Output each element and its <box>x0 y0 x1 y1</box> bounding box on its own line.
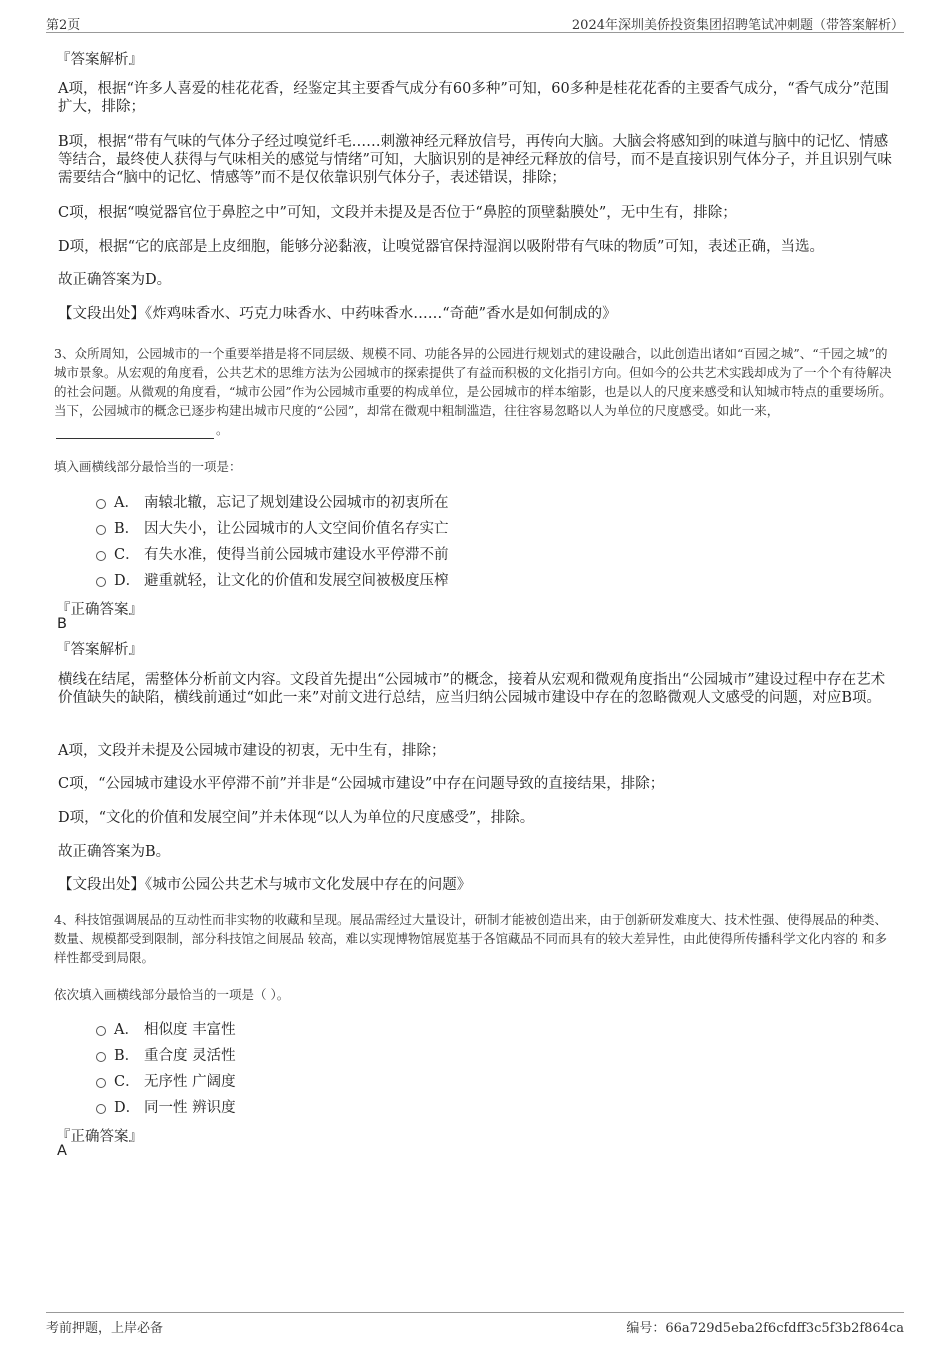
question-3-prompt: 填入画横线部分最恰当的一项是： <box>54 459 242 474</box>
option-text: 南辕北辙，忘记了规划建设公园城市的初衷所在 <box>144 494 449 511</box>
footer-slogan: 考前押题，上岸必备 <box>46 1321 164 1336</box>
page-header <box>46 12 904 33</box>
page-number: 第2页 <box>46 18 81 33</box>
question-4-text: 4、科技馆强调展品的互动性而非实物的收藏和呈现。展品需经过大量设计，研制才能被创造出来，由于创新研发难度大、技术性强、使得展品的种类、数量、规模都受到限制，部分科技馆之间展品 较高，难以实现博物馆展览基于各馆藏品不同而具有的较大差异性，由此使得所传播科学文化内容的 和多样性都受到局限。 <box>54 912 887 965</box>
document-code: 编号：66a729d5eba2f6cfdff3c5f3b2f864ca <box>626 1321 904 1336</box>
question-3-stem-end: 。 <box>216 422 229 437</box>
option-letter: D． <box>114 1099 141 1116</box>
prev-analysis-title: 『答案解析』 <box>56 52 143 68</box>
prev-answer-line: 故正确答案为D。 <box>58 272 172 288</box>
question-4-option-c[interactable] <box>96 1070 236 1090</box>
option-letter: A． <box>114 494 139 511</box>
option-letter: C． <box>114 546 140 563</box>
question-3-answer-line: 故正确答案为B。 <box>58 844 171 860</box>
option-text: 因大失小，让公园城市的人文空间价值名存实亡 <box>144 520 449 537</box>
radio-icon[interactable] <box>96 1078 106 1088</box>
question-4-option-b[interactable] <box>96 1044 236 1064</box>
question-4-option-a[interactable] <box>96 1018 236 1038</box>
page-footer <box>46 1312 904 1335</box>
question-3-analysis-para-a: A项，文段并未提及公园城市建设的初衷，无中生有，排除； <box>58 743 446 759</box>
question-3-option-b[interactable] <box>96 517 449 537</box>
question-3-option-d[interactable] <box>96 569 449 589</box>
question-3-analysis-para-1: 横线在结尾，需整体分析前文内容。文段首先提出“公园城市”的概念，接着从宏观和微观角度指出“公园城市”建设过程中存在艺术价值缺失的缺陷，横线前通过“如此一来”对前文进行总结，应当归纳公园城市建设中存在的忽略微观人文感受的问题，对应B项。 <box>58 672 886 706</box>
question-3-option-a[interactable] <box>96 491 449 511</box>
option-text: 同一性 辨识度 <box>144 1099 236 1116</box>
option-letter: B． <box>114 1047 140 1064</box>
option-text: 有失水准，使得当前公园城市建设水平停滞不前 <box>144 546 449 563</box>
question-3-source: 【文段出处】《城市公园公共艺术与城市文化发展中存在的问题》 <box>58 877 472 893</box>
prev-analysis-para-b: B项，根据“带有气味的气体分子经过嗅觉纤毛……刺激神经元释放信号，再传向大脑。大脑会将感知到的味道与脑中的记忆、情感等结合，最终使人获得与气味相关的感觉与情绪”可知，大脑识别的是神经元释放的信号，而不是直接识别气体分子，并且识别气味需要结合“脑中的记忆、情感等”而不是仅依靠识别气体分子，表述错误，排除； <box>58 134 892 186</box>
radio-icon[interactable] <box>96 525 106 535</box>
option-text: 相似度 丰富性 <box>144 1021 236 1038</box>
option-text: 重合度 灵活性 <box>144 1047 236 1064</box>
radio-icon[interactable] <box>96 1052 106 1062</box>
question-4-option-d[interactable] <box>96 1096 236 1116</box>
question-3-analysis-para-c: C项，“公园城市建设水平停滞不前”并非是“公园城市建设”中存在问题导致的直接结果，排除； <box>58 776 665 792</box>
document-title: 2024年深圳美侨投资集团招聘笔试冲刺题（带答案解析） <box>571 18 904 33</box>
radio-icon[interactable] <box>96 1104 106 1114</box>
radio-icon[interactable] <box>96 577 106 587</box>
option-letter: C． <box>114 1073 140 1090</box>
prev-analysis-para-c: C项，根据“嗅觉器官位于鼻腔之中”可知，文段并未提及是否位于“鼻腔的顶壁黏膜处”，无中生有，排除； <box>58 205 737 221</box>
question-3-text <box>54 344 899 439</box>
prev-analysis-para-d: D项，根据“它的底部是上皮细胞，能够分泌黏液，让嗅觉器官保持湿润以吸附带有气味的物质”可知，表述正确，当选。 <box>58 239 824 255</box>
question-3-answer-title: 『正确答案』 <box>56 602 143 618</box>
question-3-answer: B <box>57 616 67 632</box>
option-text: 避重就轻，让文化的价值和发展空间被极度压榨 <box>144 572 449 589</box>
question-4-prompt: 依次填入画横线部分最恰当的一项是（ ）。 <box>54 987 290 1002</box>
option-letter: D． <box>114 572 141 589</box>
option-text: 无序性 广阔度 <box>144 1073 236 1090</box>
question-3-analysis-para-d: D项，“文化的价值和发展空间”并未体现“以人为单位的尺度感受”，排除。 <box>58 810 535 826</box>
question-3-blank <box>56 426 214 439</box>
question-3-option-c[interactable] <box>96 543 449 563</box>
question-3-analysis-title: 『答案解析』 <box>56 642 143 658</box>
question-4-answer: A <box>57 1143 67 1159</box>
option-letter: B． <box>114 520 140 537</box>
radio-icon[interactable] <box>96 1026 106 1036</box>
prev-analysis-para-a: A项，根据“许多人喜爱的桂花花香，经鉴定其主要香气成分有60多种”可知，60多种是桂花花香的主要香气成分，“香气成分”范围扩大，排除； <box>58 81 890 115</box>
radio-icon[interactable] <box>96 499 106 509</box>
prev-source: 【文段出处】《炸鸡味香水、巧克力味香水、中药味香水……“奇葩”香水是如何制成的》 <box>58 306 617 322</box>
question-4-answer-title: 『正确答案』 <box>56 1129 143 1145</box>
radio-icon[interactable] <box>96 551 106 561</box>
option-letter: A． <box>114 1021 139 1038</box>
question-3-stem: 3、众所周知，公园城市的一个重要举措是将不同层级、规模不同、功能各异的公园进行规划式的建设融合，以此创造出诸如“百园之城”、“千园之城”的城市景象。从宏观的角度看，公共艺术的思维方法为公园城市的探索提供了有益而积极的文化指引方向。但如今的公共艺术实践却成为了一个个有待解决的社会问题。从微观的角度看，“城市公园”作为公园城市重要的构成单位，是公园城市的样本缩影，也是以人的尺度来感受和认知城市特点的重要场所。当下，公园城市的概念已逐步构建出城市尺度的“公园”，却常在微观中粗制滥造，往往容易忽略以人为单位的尺度感受。如此一来， <box>54 346 892 418</box>
